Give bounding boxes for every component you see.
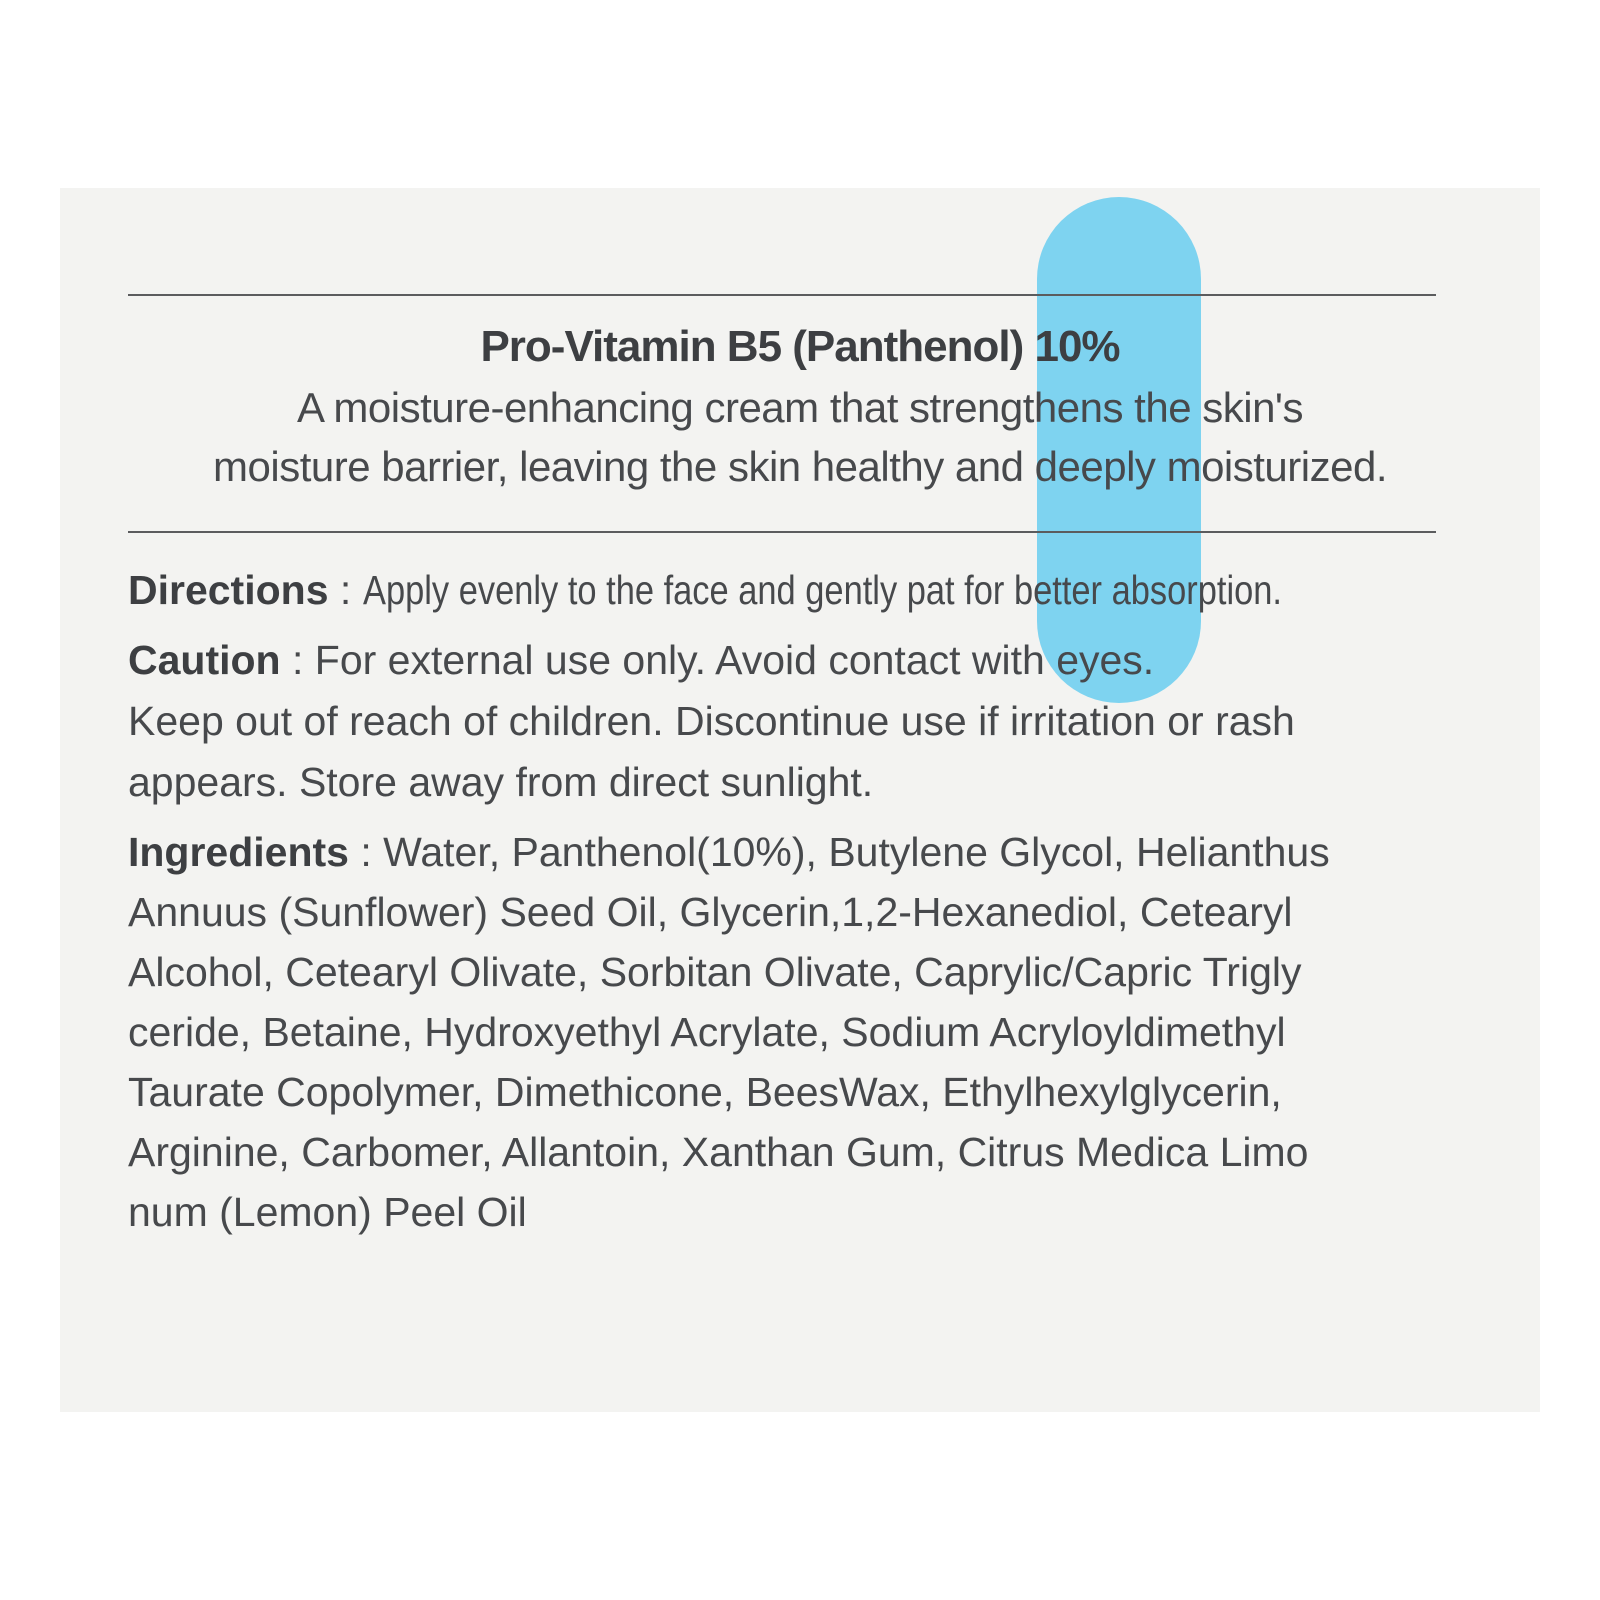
ingredients-line-2: Annuus (Sunflower) Seed Oil, Glycerin,1,2-Hexanediol, Cetearyl: [128, 889, 1293, 935]
ingredients-line-7: num (Lemon) Peel Oil: [128, 1189, 527, 1235]
caution-section: [128, 630, 1295, 813]
directions-separator: :: [328, 567, 363, 613]
ingredients-line-1: [128, 822, 1330, 882]
directions-line: [128, 560, 1457, 621]
caution-line-1: [128, 630, 1295, 691]
caution-text: For external use only. Avoid contact with eyes.: [314, 637, 1155, 683]
ingredients-section: [128, 822, 1330, 1242]
directions-text: Apply evenly to the face and gently pat for better absorption.: [362, 567, 1282, 613]
ingredients-line-6: Arginine, Carbomer, Allantoin, Xanthan Gum, Citrus Medica Limo: [128, 1129, 1309, 1175]
ingredients-label: Ingredients: [128, 829, 349, 875]
directions-section: [128, 560, 1457, 621]
product-description-line-2: moisture barrier, leaving the skin healthy and deeply moisturized.: [213, 443, 1387, 490]
ingredients-text: Water, Panthenol(10%), Butylene Glycol, Helianthus: [383, 829, 1330, 875]
directions-label: Directions: [128, 567, 329, 613]
caution-separator: :: [280, 637, 315, 683]
product-box-back-panel: [60, 188, 1540, 1412]
product-claim-title: Pro-Vitamin B5 (Panthenol) 10%: [480, 322, 1120, 371]
caution-line-2: Keep out of reach of children. Discontinue use if irritation or rash: [128, 698, 1295, 744]
ingredients-separator: :: [348, 829, 384, 875]
caution-line-3: appears. Store away from direct sunlight.: [128, 759, 874, 805]
top-divider-line: [128, 294, 1436, 296]
middle-divider-line: [128, 531, 1436, 533]
caution-label: Caution: [128, 637, 281, 683]
product-description-line-1: A moisture-enhancing cream that strengthens the skin's: [297, 384, 1303, 431]
product-header: [100, 316, 1500, 496]
ingredients-line-4: ceride, Betaine, Hydroxyethyl Acrylate, Sodium Acryloyldimethyl: [128, 1009, 1286, 1055]
ingredients-line-5: Taurate Copolymer, Dimethicone, BeesWax, Ethylhexylglycerin,: [128, 1069, 1282, 1115]
ingredients-line-3: Alcohol, Cetearyl Olivate, Sorbitan Olivate, Caprylic/Capric Trigly: [128, 949, 1302, 995]
